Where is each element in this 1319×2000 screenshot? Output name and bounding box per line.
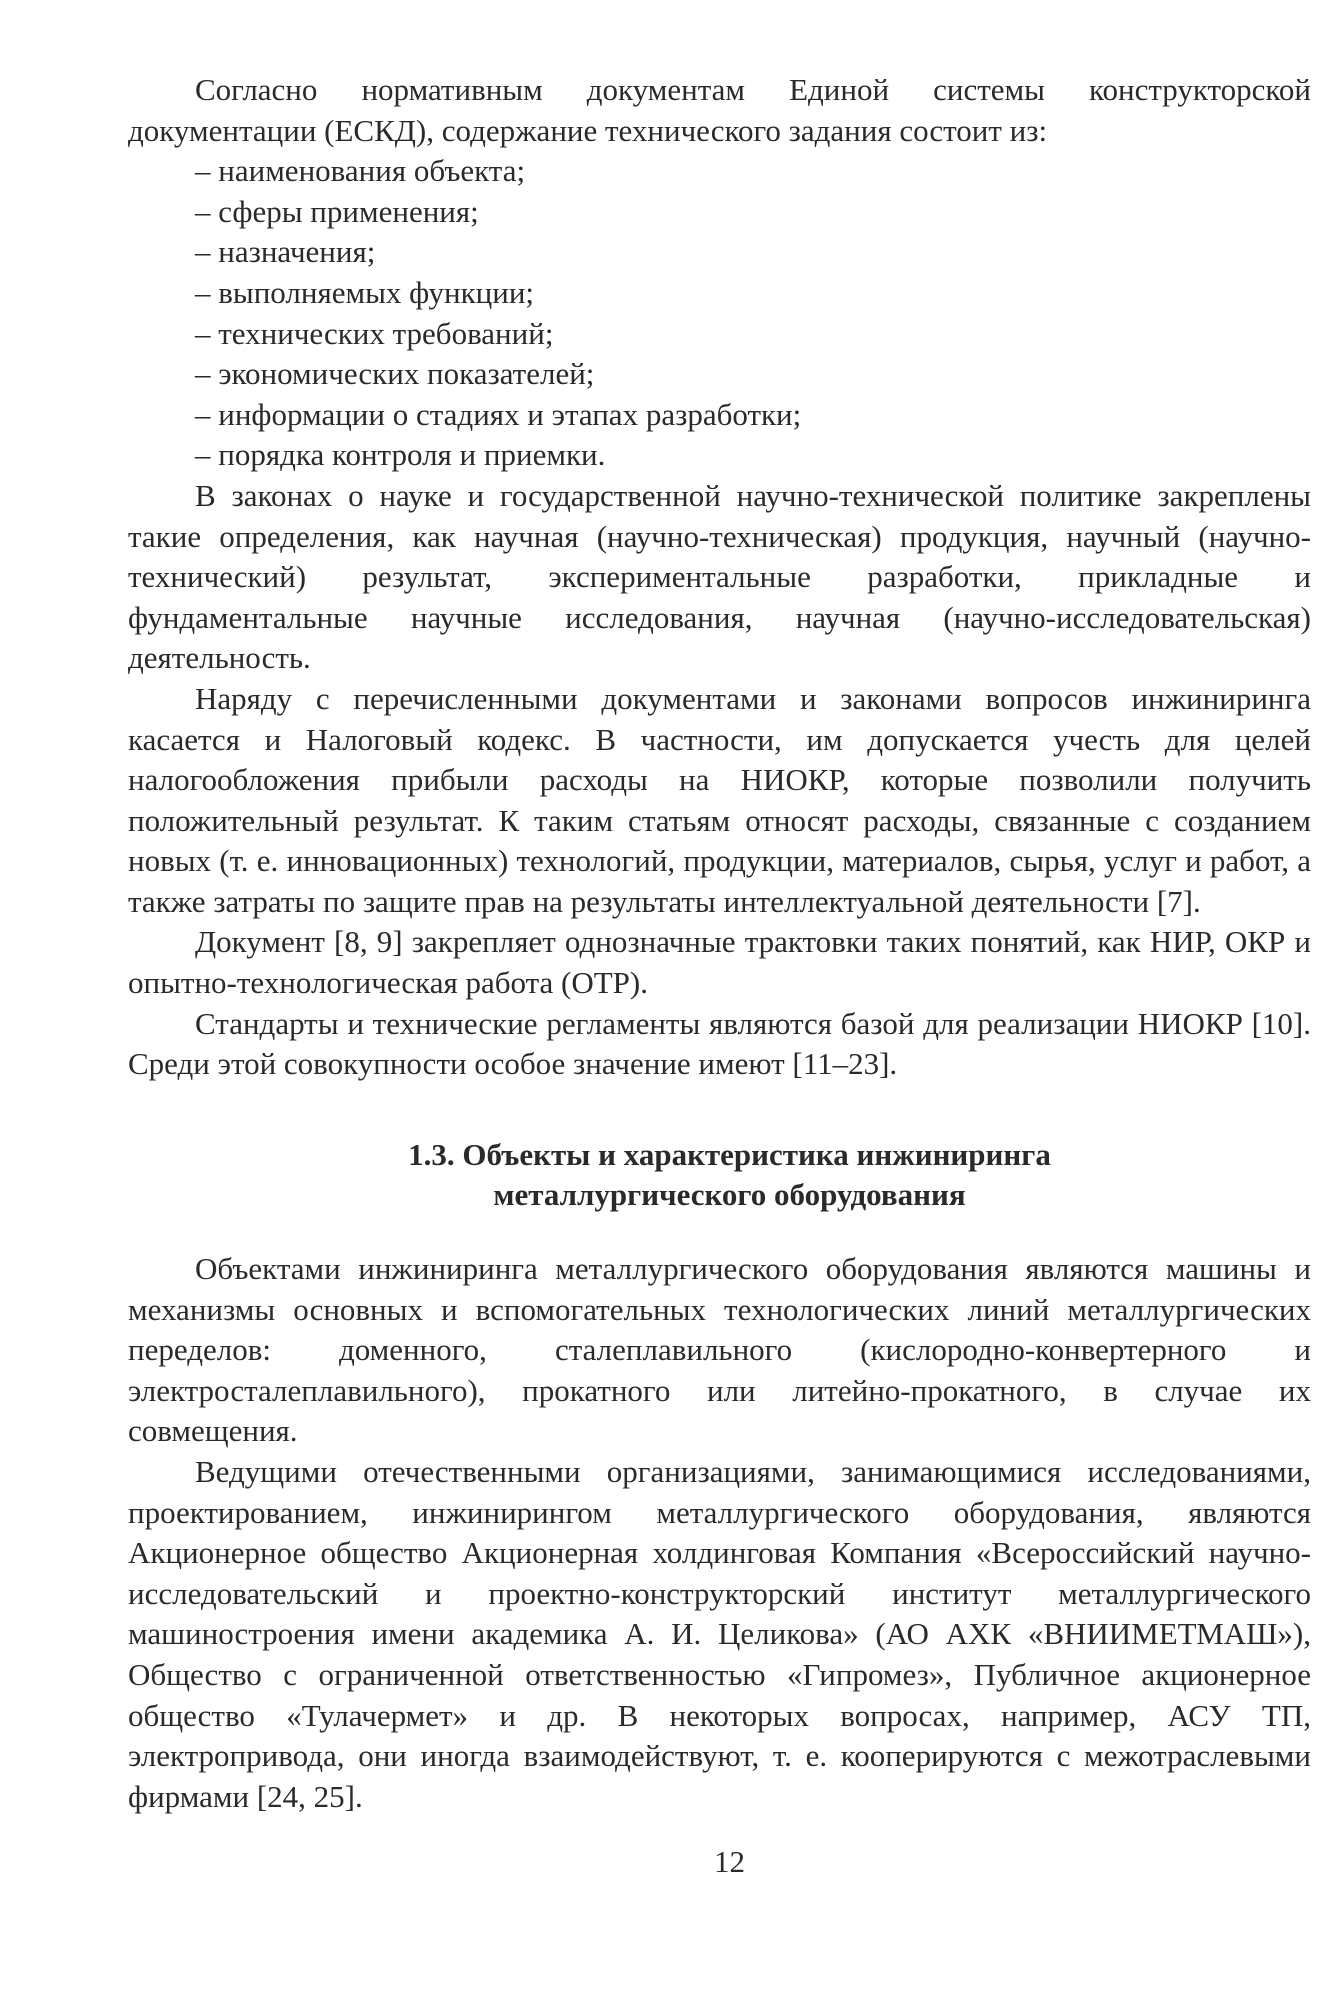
list-item: – информации о стадиях и этапах разработки; — [195, 396, 802, 432]
page-number: 12 — [714, 1844, 745, 1879]
paragraph-tax-code: Наряду с перечисленными документами и законами вопросов инжиниринга касается и Налоговый кодекс. В частности, им допускается учесть для целей налогообложения прибыли расходы на НИОКР, которые позволили получить положительный результат. К таким статьям относят расходы, связанные с созданием новых (т. е. инновационных) технологий, продукции, материалов, сырья, услуг и работ, а также затраты по защите прав на результаты интеллектуальной деятельности [7]. — [128, 680, 1311, 919]
paragraph-document-definitions: Документ [8, 9] закрепляет однозначные трактовки таких понятий, как НИР, ОКР и опытно-технологическая работа (ОТР). — [128, 924, 1311, 1001]
section-heading-line1: 1.3. Объекты и характеристика инжиниринга — [408, 1136, 1051, 1172]
page-content — [128, 70, 1311, 1817]
paragraph-engineering-objects: Объектами инжиниринга металлургического оборудования являются машины и механизмы основных и вспомогательных технологических линий металлургических переделов: доменного, сталеплавильного (кислородно-конвертерного и электросталеплавильного), прокатного или литейно-прокатного, в случае их совмещения. — [128, 1251, 1311, 1449]
section-heading — [128, 1135, 1311, 1216]
list-item: – экономических показателей; — [195, 356, 595, 392]
paragraph-science-laws: В законах о науке и государственной научно-технической политике закреплены такие определения, как научная (научно-техническая) продукция, научный (научно-технический) результат, экспериментальные разработки, прикладные и фундаментальные научные исследования, научная (научно-исследовательская) деятельность. — [128, 477, 1311, 676]
list-item: – назначения; — [195, 234, 376, 270]
requirements-list — [128, 151, 1311, 476]
list-item: – выполняемых функции; — [195, 274, 535, 310]
section-heading-line2: металлургического оборудования — [493, 1177, 966, 1213]
list-item: – наименования объекта; — [195, 153, 526, 189]
list-item: – сферы применения; — [195, 193, 479, 229]
list-item: – технических требований; — [195, 315, 554, 351]
list-item: – порядка контроля и приемки. — [195, 437, 606, 473]
paragraph-leading-organizations: Ведущими отечественными организациями, занимающимися исследованиями, проектированием, инжинирингом металлургического оборудования, являются Акционерное общество Акционерная холдинговая Компания «Всероссийский научно-исследовательский и проектно-конструкторский институт металлургического машиностроения имени академика А. И. Целикова» (АО АХК «ВНИИМЕТМАШ»), Общество с ограниченной ответственностью «Гипромез», Публичное акционерное общество «Тулачермет» и др. В некоторых вопросах, например, АСУ ТП, электропривода, они иногда взаимодействуют, т. е. кооперируются с межотраслевыми фирмами [24, 25]. — [128, 1454, 1311, 1814]
intro-paragraph: Согласно нормативным документам Единой системы конструкторской документации (ЕСКД), содержание технического задания состоит из: — [128, 72, 1311, 148]
paragraph-standards: Стандарты и технические регламенты являются базой для реализации НИОКР [10]. Среди этой совокупности особое значение имеют [11–23]. — [128, 1005, 1311, 1082]
